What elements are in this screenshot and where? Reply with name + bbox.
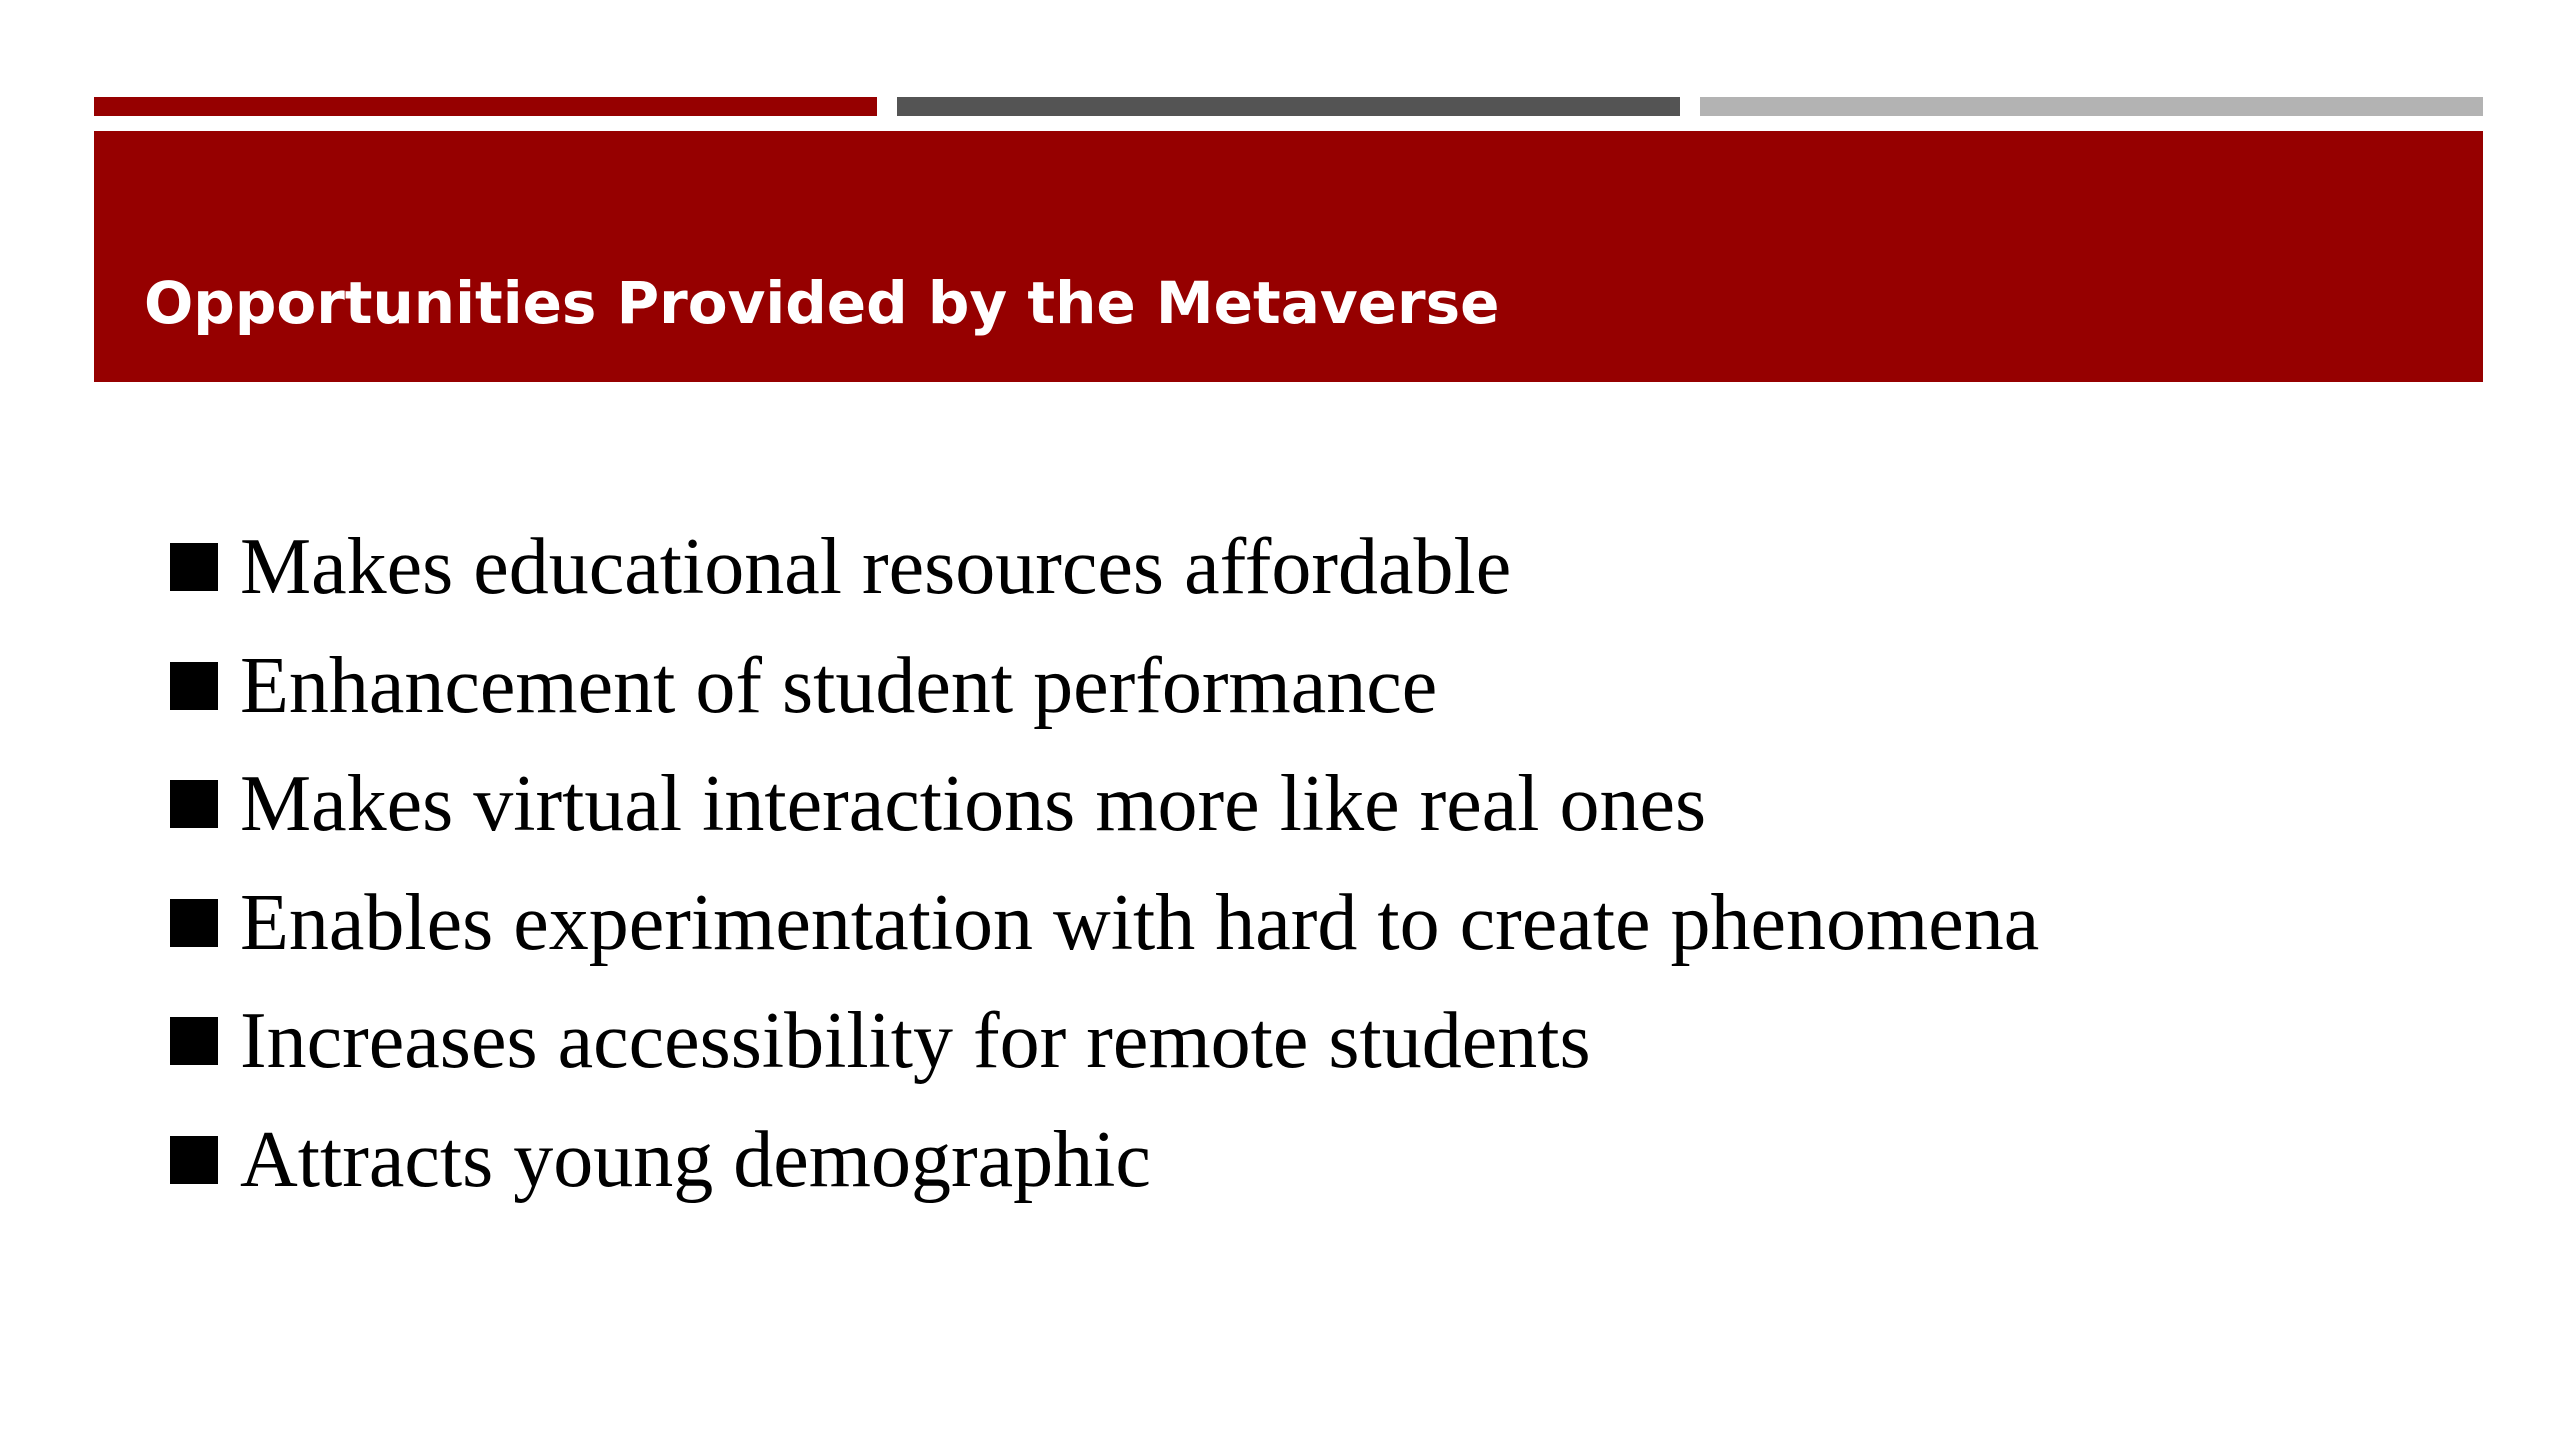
square-bullet-icon	[170, 662, 218, 710]
bullet-text: Makes virtual interactions more like real ones	[240, 760, 1707, 849]
bullet-text: Makes educational resources affordable	[240, 523, 1512, 612]
bullet-item	[170, 982, 2039, 1101]
bullet-list	[170, 508, 2039, 1219]
bullet-item	[170, 864, 2039, 983]
accent-bar-dark-gray	[897, 97, 1680, 116]
square-bullet-icon	[170, 1017, 218, 1065]
bullet-item	[170, 745, 2039, 864]
bullet-text: Increases accessibility for remote students	[240, 997, 1591, 1086]
accent-bar-light-gray	[1700, 97, 2483, 116]
bullet-text: Attracts young demographic	[240, 1115, 1151, 1204]
slide-title: Opportunities Provided by the Metaverse	[144, 269, 1500, 337]
bullet-text: Enables experimentation with hard to create phenomena	[240, 878, 2040, 967]
square-bullet-icon	[170, 899, 218, 947]
bullet-text: Enhancement of student performance	[240, 641, 1438, 730]
title-banner	[94, 131, 2483, 382]
bullet-item	[170, 508, 2039, 627]
square-bullet-icon	[170, 543, 218, 591]
square-bullet-icon	[170, 780, 218, 828]
accent-bar-red	[94, 97, 877, 116]
square-bullet-icon	[170, 1136, 218, 1184]
bullet-item	[170, 627, 2039, 746]
bullet-item	[170, 1101, 2039, 1220]
